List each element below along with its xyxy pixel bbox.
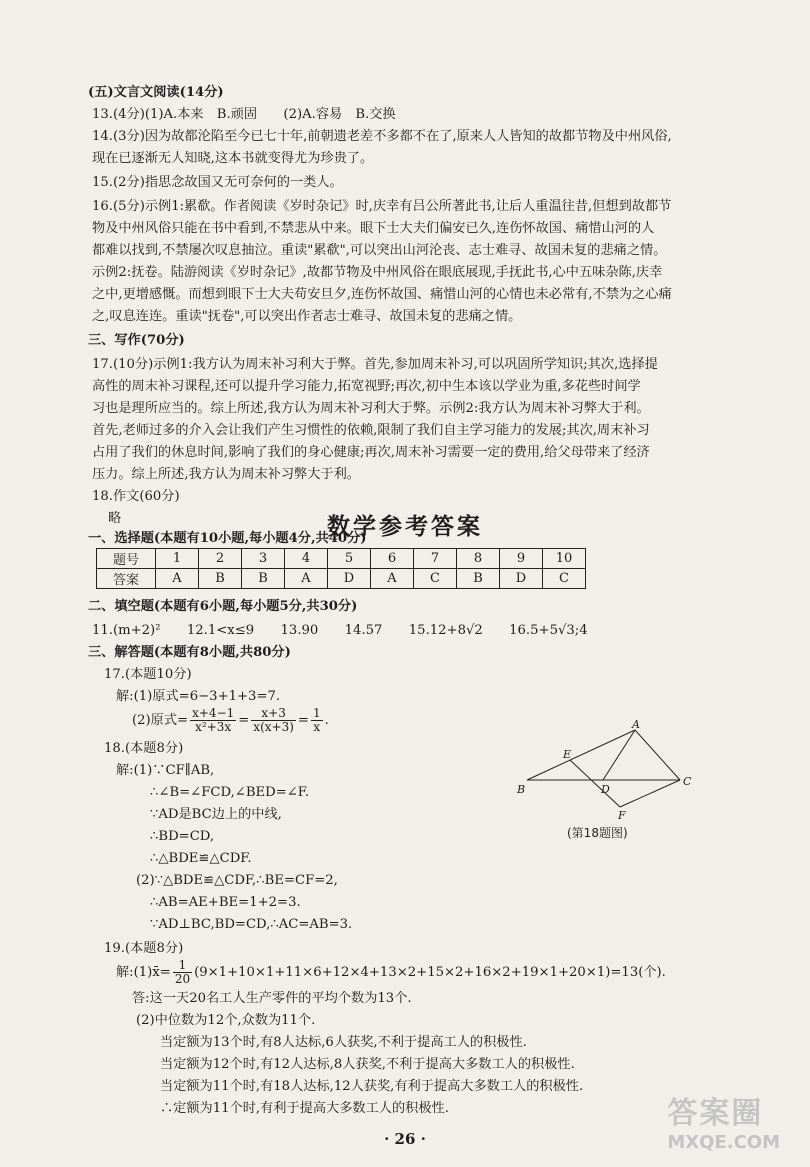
label-a: A <box>632 718 640 731</box>
page-number: · 26 · <box>384 1130 426 1148</box>
watermark-url: MXQE.COM <box>667 1132 780 1153</box>
problem-18-step: ∴AB=AE+BE=1+2=3. <box>150 895 301 910</box>
table-cell: C <box>543 569 586 589</box>
table-cell: 3 <box>242 549 285 569</box>
problem-18-step: (2)∵△BDE≌△CDF,∴BE=CF=2, <box>136 873 338 888</box>
label-d: D <box>601 783 610 796</box>
table-cell: B <box>242 569 285 589</box>
problem-18-step: ∴BD=CD, <box>150 829 215 844</box>
denominator: x(x+3) <box>253 720 294 734</box>
formula-label: 解:(1)x̄= <box>116 965 171 980</box>
answer-18: 18.作文(60分) <box>92 489 180 504</box>
watermark-text: 答案圈 <box>667 1096 764 1131</box>
answer-14-cont: 现在已逐渐无人知晓,这本书就变得尤为珍贵了。 <box>92 151 374 166</box>
segment-ef <box>570 760 620 807</box>
fill-blank-answers: 11.(m+2)² 12.1<x≤9 13.90 14.57 15.12+8√2 16.5+5√3;4 <box>92 623 588 638</box>
table-cell: A <box>285 569 328 589</box>
answer-17-cont: 压力。综上所述,我方认为周末补习弊大于利。 <box>92 467 360 482</box>
label-b: B <box>517 783 526 796</box>
math-answers-title: 数学参考答案 <box>327 514 483 540</box>
denominator: x²+3x <box>195 720 232 734</box>
problem-19-answer: 答:这一天20名工人生产零件的平均个数为13个. <box>132 991 412 1006</box>
formula-body: (9×1+10×1+11×6+12×4+13×2+15×2+16×2+19×1+20×1)=13(个). <box>194 965 666 980</box>
choice-answer-table <box>96 548 586 589</box>
section-classical-reading: (五)文言文阅读(14分) <box>88 85 224 100</box>
answer-16: 16.(5分)示例1:累欷。作者阅读《岁时杂记》时,庆幸有吕公所著此书,让后人重温往昔,但想到故都节 <box>92 199 672 214</box>
problem-18-step: ∵AD是BC边上的中线, <box>150 807 282 822</box>
problem-17-heading: 17.(本题10分) <box>104 667 192 682</box>
table-cell: B <box>457 569 500 589</box>
segment-ac <box>635 730 680 780</box>
figure-caption: (第18题图) <box>567 826 628 840</box>
problem-19-heading: 19.(本题8分) <box>104 941 184 956</box>
problem-19-step: 当定额为13个时,有8人达标,6人获奖,不利于提高工人的积极性. <box>160 1035 527 1050</box>
problem-17-part1: 解:(1)原式=6−3+1+3=7. <box>116 689 281 704</box>
problem-18-step: ∵AD⊥BC,BD=CD,∴AC=AB=3. <box>150 917 353 932</box>
table-row-answers <box>97 569 586 589</box>
answer-16-cont: 物及中州风俗只能在书中看到,不禁悲从中来。眼下士大夫们偏安已久,连伤怀故国、痛惜山河的人 <box>92 221 655 236</box>
numerator: x+3 <box>251 707 296 721</box>
table-cell: 4 <box>285 549 328 569</box>
answer-17-cont: 首先,老师过多的介入会让我们产生习惯性的依赖,限制了我们自主学习能力的发展;其次,周末补习 <box>92 423 650 438</box>
answer-16-cont: 之中,更增感慨。而想到眼下士大夫苟安旦夕,连伤怀故国、痛惜山河的心情也未必常有,不禁为之心痛 <box>92 287 672 302</box>
section-writing: 三、写作(70分) <box>88 333 185 348</box>
label-e: E <box>563 748 572 761</box>
answer-17-cont: 高性的周末补习课程,还可以提升学习能力,拓宽视野;再次,初中生本该以学业为重,多花些时间学 <box>92 379 641 394</box>
formula-label: (2)原式= <box>132 713 189 728</box>
answer-15: 15.(2分)指思念故国又无可奈何的一类人。 <box>92 175 343 190</box>
answer-17-cont: 习也是理所应当的。综上所述,我方认为周末补习利大于弊。示例2:我方认为周末补习弊大于利。 <box>92 401 650 416</box>
table-cell: D <box>500 569 543 589</box>
answer-17: 17.(10分)示例1:我方认为周末补习利大于弊。首先,参加周末补习,可以巩固所学知识;其次,选择提 <box>92 357 658 372</box>
table-cell: C <box>414 569 457 589</box>
watermark-logo <box>667 1088 780 1153</box>
problem-19-step: 当定额为12个时,有12人达标,8人获奖,不利于提高大多数工人的积极性. <box>160 1057 575 1072</box>
answer-16-cont: 都难以找到,不禁屡次叹息抽泣。重读"累欷",可以突出山河沦丧、志士难寻、故国未复的悲痛之情。 <box>92 243 667 258</box>
denominator: 20 <box>174 972 191 986</box>
problem-18-heading: 18.(本题8分) <box>104 741 184 756</box>
answer-17-cont: 占用了我们的休息时间,影响了我们的身心健康;再次,周末补习需要一定的费用,给父母带来了经济 <box>92 445 650 460</box>
segment-cf <box>620 780 680 807</box>
numerator: x+4−1 <box>192 706 235 720</box>
answer-16-cont: 示例2:抚卷。陆游阅读《岁时杂记》,故都节物及中州风俗在眼底展现,手抚此书,心中五味杂陈,庆幸 <box>92 265 663 280</box>
numerator: 1 <box>173 959 192 973</box>
table-cell: 答案 <box>97 569 156 589</box>
answer-14: 14.(3分)因为故都沦陷至今已七十年,前朝遗老差不多都不在了,原来人人皆知的故都节物及中州风俗, <box>92 129 672 144</box>
table-cell: 10 <box>543 549 586 569</box>
table-cell: 5 <box>328 549 371 569</box>
fraction <box>311 707 323 734</box>
answer-18-omitted: 略 <box>108 511 122 526</box>
table-cell: 7 <box>414 549 457 569</box>
table-row-header <box>97 549 586 569</box>
section-fill-blank: 二、填空题(本题有6小题,每小题5分,共30分) <box>88 599 358 614</box>
fraction <box>190 707 236 734</box>
section-choice: 一、选择题(本题有10小题,每小题4分,共40分) <box>88 531 367 546</box>
problem-19-conclusion: ∴定额为11个时,有利于提高大多数工人的积极性. <box>160 1101 449 1116</box>
label-c: C <box>683 775 692 788</box>
table-cell: B <box>199 569 242 589</box>
answer-16-cont: 之,叹息连连。重读"抚卷",可以突出作者志士难寻、故国未复的悲痛之情。 <box>92 309 522 324</box>
table-cell: 8 <box>457 549 500 569</box>
problem-19-step: 当定额为11个时,有18人达标,12人获奖,有利于提高大多数工人的积极性. <box>160 1079 584 1094</box>
table-cell: 6 <box>371 549 414 569</box>
table-cell: 1 <box>156 549 199 569</box>
table-cell: 2 <box>199 549 242 569</box>
geometry-figure-18 <box>515 718 695 845</box>
fraction <box>251 707 296 734</box>
fraction <box>173 959 192 986</box>
table-cell: A <box>156 569 199 589</box>
table-cell: 题号 <box>97 549 156 569</box>
problem-18-step: ∴∠B=∠FCD,∠BED=∠F. <box>150 785 310 800</box>
problem-18-step: ∴△BDE≌△CDF. <box>150 851 252 866</box>
table-cell: 9 <box>500 549 543 569</box>
problem-19-part1 <box>116 958 666 988</box>
problem-19-part2: (2)中位数为12个,众数为11个. <box>136 1013 316 1028</box>
table-cell: A <box>371 569 414 589</box>
label-f: F <box>618 809 626 822</box>
problem-18-step: 解:(1)∵CF∥AB, <box>116 763 215 778</box>
numerator: 1 <box>312 706 321 720</box>
table-cell: D <box>328 569 371 589</box>
denominator: x <box>313 720 321 734</box>
section-solutions: 三、解答题(本题有8小题,共80分) <box>88 645 291 660</box>
answer-13: 13.(4分)(1)A.本来 B.顽固 (2)A.容易 B.交换 <box>92 107 396 122</box>
problem-17-part2: (2)原式= $\frac{x+4-1}{\text{x²+3x}}$ = $\frac{x+3}{x(x+3)}$ = $\frac{1}{x}$ . <box>132 706 329 734</box>
